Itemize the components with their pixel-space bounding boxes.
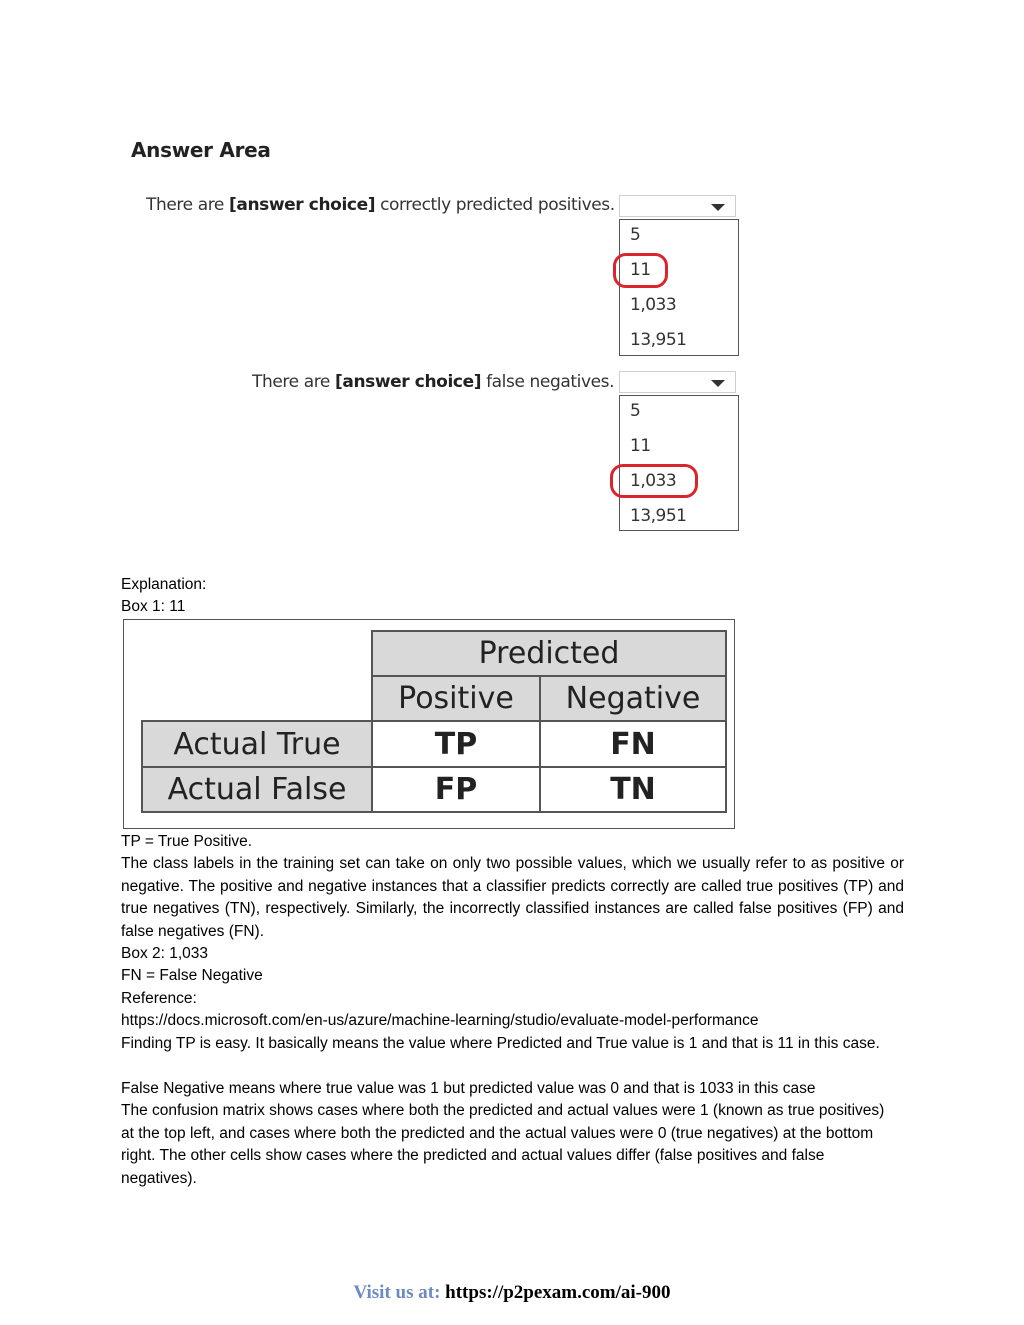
actual-true-header: Actual True xyxy=(141,720,373,768)
option-item[interactable]: 11 xyxy=(630,260,651,280)
answer-area-title: Answer Area xyxy=(131,138,271,162)
option-item[interactable]: 13,951 xyxy=(630,330,687,350)
box1-answer: Box 1: 11 xyxy=(121,598,186,615)
explanation-paragraph-4: The confusion matrix shows cases where both the predicted and actual values were 1 (known as true positives) at the top left, and cases where both the predicted and the actual values were 0 (true negatives) at the bottom right. The other cells show cases where the predicted and actual values differ (false positives and false negatives). xyxy=(121,1102,885,1187)
footer-lead: Visit us at: xyxy=(353,1282,446,1303)
negative-header: Negative xyxy=(539,675,727,722)
confusion-matrix-figure xyxy=(123,619,735,829)
question-2-suffix: false negatives. xyxy=(481,372,615,392)
answer-dropdown-1[interactable] xyxy=(619,195,736,217)
reference-url[interactable]: https://docs.microsoft.com/en-us/azure/machine-learning/studio/evaluate-model-performance xyxy=(121,1012,759,1029)
box2-answer: Box 2: 1,033 xyxy=(121,945,209,962)
option-item[interactable]: 5 xyxy=(630,401,641,421)
option-item[interactable]: 1,033 xyxy=(630,295,677,315)
explanation-heading: Explanation: xyxy=(121,576,207,593)
fp-cell: FP xyxy=(371,766,541,813)
chevron-down-icon xyxy=(711,380,725,387)
question-1 xyxy=(146,195,615,215)
question-2-choice: [answer choice] xyxy=(335,372,482,392)
question-2-prefix: There are xyxy=(252,372,335,392)
actual-false-header: Actual False xyxy=(141,766,373,813)
selected-answer-circle-2 xyxy=(610,464,698,498)
option-item[interactable]: 5 xyxy=(630,225,641,245)
positive-header: Positive xyxy=(371,675,541,722)
tp-definition: TP = True Positive. xyxy=(121,833,253,850)
tn-cell: TN xyxy=(539,766,727,813)
explanation-paragraph-1: The class labels in the training set can take on only two possible values, which we usually refer to as positive or negative. The positive and negative instances that a classifier predicts correctly are called true positives (TP) and true negatives (TN), respectively. Similarly, the incorrectly classified instances are called false positives (FP) and false negatives (FN). xyxy=(121,855,904,940)
chevron-down-icon xyxy=(711,204,725,211)
question-1-suffix: correctly predicted positives. xyxy=(375,195,615,215)
fn-definition: FN = False Negative xyxy=(121,967,263,984)
explanation-paragraph-3: False Negative means where true value was 1 but predicted value was 0 and that is 1033 in this case xyxy=(121,1080,816,1097)
answer-dropdown-2[interactable] xyxy=(619,371,736,393)
predicted-header: Predicted xyxy=(371,630,727,677)
tp-cell: TP xyxy=(371,720,541,768)
option-item[interactable]: 1,033 xyxy=(630,471,677,491)
fn-cell: FN xyxy=(539,720,727,768)
reference-label: Reference: xyxy=(121,990,197,1007)
question-1-prefix: There are xyxy=(146,195,229,215)
footer-link[interactable]: https://p2pexam.com/ai-900 xyxy=(445,1282,671,1303)
selected-answer-circle-1 xyxy=(613,253,668,288)
question-2 xyxy=(252,372,614,392)
option-item[interactable]: 13,951 xyxy=(630,506,687,526)
footer xyxy=(0,1282,1024,1304)
question-1-choice: [answer choice] xyxy=(229,195,376,215)
explanation-paragraph-2: Finding TP is easy. It basically means the value where Predicted and True value is 1 and that is 11 in this case. xyxy=(121,1035,880,1052)
dropdown-options-2 xyxy=(619,395,739,531)
option-item[interactable]: 11 xyxy=(630,436,651,456)
